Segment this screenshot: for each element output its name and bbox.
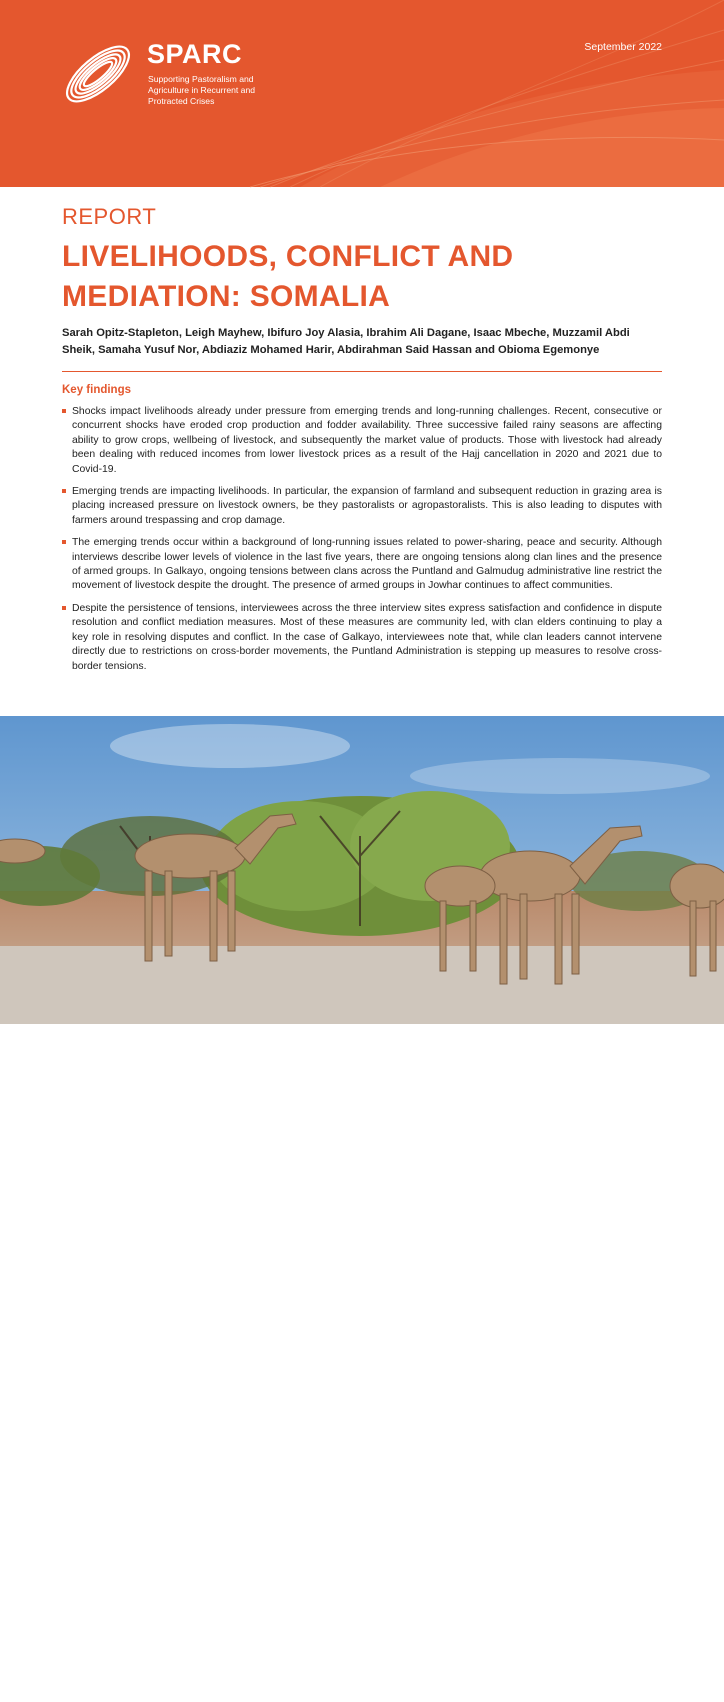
camel-herd-photo-illustration (0, 716, 724, 1024)
bullet-icon (62, 409, 66, 413)
key-finding-item (62, 485, 662, 528)
key-finding-text: Emerging trends are impacting livelihoods. In particular, the expansion of farmland and subsequent reduction in grazing area is placing increased pressure on livestock owners, be they pastoralists or agropastoralists. This is also leading to disputes with farmers around trespassing and crop damage. (72, 486, 662, 526)
photo-caption: A camel herd in Somalia – image by Muzzamil Abdi Sheik (62, 1693, 253, 1702)
publication-date: September 2022 (584, 41, 662, 53)
header-banner (0, 0, 724, 187)
report-label: REPORT (62, 204, 157, 229)
key-findings-heading: Key findings (62, 384, 132, 396)
bullet-icon (62, 606, 66, 610)
author-list: Sarah Opitz-Stapleton, Leigh Mayhew, Ibifuro Joy Alasia, Ibrahim Ali Dagane, Isaac Mbeche, Muzzamil Abdi Sheik, Samaha Yusuf Nor, Abdiaziz Mohamed Harir, Abdirahman Said Hassan and Obioma Egemonye (62, 327, 630, 356)
cover-photo (0, 716, 724, 1702)
key-finding-text: The emerging trends occur within a background of long-running issues related to power-sharing, peace and security. Although interviews describe lower levels of violence in the last five years, there are ongoing tensions along clan lines and the presence of armed groups. In Galkayo, ongoing tensions between clans across the Puntland and Galmudug administrative line restrict the movement of livestock despite the drought. The presence of armed groups in Jowhar continues to affect communities. (72, 537, 662, 592)
key-findings-list (62, 405, 662, 682)
key-finding-item (62, 602, 662, 674)
report-title: LIVELIHOODS, CONFLICT AND MEDIATION: SOMALIA (62, 240, 514, 313)
key-finding-text: Shocks impact livelihoods already under pressure from emerging trends and long-running challenges. Recent, consecutive or concurrent shocks have eroded crop production and fodder availability. Three successive failed rainy seasons are affecting ability to grow crops, wellbeing of livestock, and subsequently the market value of products. Those with livestock had already been dealing with reduced incomes from lower livestock prices as a result of the Hajj cancellation in 2020 and 2021 due to Covid-19. (72, 406, 662, 475)
key-finding-text: Despite the persistence of tensions, interviewees across the three interview sites express satisfaction and confidence in dispute resolution and conflict mediation measures. Most of these measures are community led, with clan elders continuing to play a key role in resolving disputes and conflict. In the case of Galkayo, interviewees note that, while clan leaders cannot intervene directly due to restrictions on cross-border movements, the Puntland Administration is stepping up measures to resolve cross-border tensions. (72, 602, 662, 672)
sparc-logo-icon (56, 34, 140, 114)
bullet-icon (62, 489, 66, 493)
logo-name: SPARC (147, 39, 243, 69)
key-finding-item (62, 536, 662, 594)
divider-rule (62, 371, 662, 372)
bullet-icon (62, 540, 66, 544)
key-finding-item (62, 405, 662, 477)
logo-tagline: Supporting Pastoralism and Agriculture in Recurrent and Protracted Crises (148, 74, 255, 107)
